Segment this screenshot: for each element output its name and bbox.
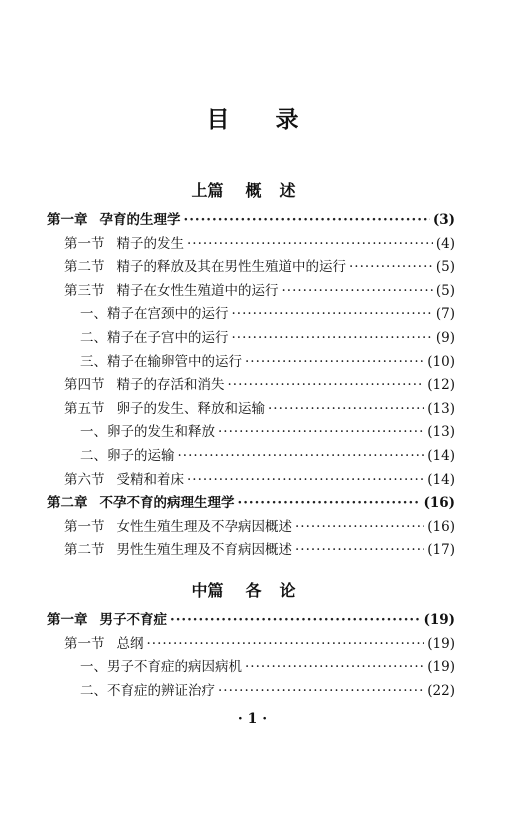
toc-entry-section[interactable]	[64, 257, 455, 277]
dot-leader	[232, 304, 433, 324]
toc-entry-title: 女性生殖生理及不孕病因概述	[116, 518, 292, 535]
toc-entry-subsection[interactable]	[80, 352, 455, 372]
toc-entry-subsection[interactable]	[80, 422, 455, 442]
toc-entry-title: 卵子的运输	[107, 448, 175, 464]
part-label: 中篇	[191, 581, 224, 600]
toc-entry-subsection[interactable]	[80, 657, 455, 677]
toc-entry-title: 总纲	[116, 635, 144, 652]
part-heading-middle	[0, 578, 505, 601]
toc-entry-page-number: (17)	[427, 542, 455, 559]
dot-leader	[245, 657, 424, 677]
toc-entry-page-number: (22)	[427, 682, 455, 699]
part-label: 上篇	[191, 181, 224, 200]
toc-entry-title: 精子的存活和消失	[116, 377, 225, 394]
toc-entry-chapter[interactable]	[47, 610, 455, 630]
dot-leader	[268, 399, 424, 419]
toc-entry-label: 三、	[80, 353, 107, 370]
dot-leader	[187, 234, 433, 254]
dot-leader	[245, 352, 424, 372]
dot-leader	[238, 493, 421, 513]
toc-entry-label: 二、	[80, 330, 107, 346]
toc-entry-section[interactable]	[64, 540, 455, 560]
part-heading-upper	[0, 178, 505, 201]
toc-entry-label: 二、	[80, 448, 107, 464]
toc-entry-title: 精子的释放及其在男性生殖道中的运行	[116, 259, 346, 276]
toc-entry-section[interactable]	[64, 281, 455, 301]
toc-entry-title: 孕育的生理学	[99, 212, 181, 228]
toc-entry-section[interactable]	[64, 399, 455, 419]
toc-entry-section[interactable]	[64, 375, 455, 395]
toc-entry-page-number: (14)	[427, 471, 455, 488]
toc-entry-page-number: (5)	[435, 282, 455, 299]
toc-entry-title: 精子在女性生殖道中的运行	[116, 282, 279, 299]
toc-entry-label: 第一章	[47, 212, 88, 228]
dot-leader	[184, 210, 430, 230]
toc-entry-label: 第五节	[64, 400, 105, 417]
toc-entry-page-number: (4)	[435, 235, 455, 252]
toc-entry-page-number: (7)	[435, 306, 455, 323]
toc-entry-subsection[interactable]	[80, 304, 455, 324]
dot-leader	[295, 517, 424, 537]
toc-entry-label: 第四节	[64, 377, 105, 394]
toc-entry-title: 精子在子宫中的运行	[107, 330, 229, 346]
page-title: 目录	[206, 107, 345, 133]
toc-entry-label: 一、	[80, 424, 107, 441]
dot-leader	[170, 610, 420, 630]
toc-entry-subsection[interactable]	[80, 681, 455, 701]
toc-entry-page-number: (16)	[427, 518, 455, 535]
toc-entry-page-number: (9)	[435, 330, 455, 346]
dot-leader	[232, 328, 433, 348]
toc-entry-title: 精子的发生	[116, 235, 184, 252]
toc-entry-page-number: (13)	[427, 424, 455, 441]
dot-leader	[228, 375, 425, 395]
toc-entry-title: 精子在输卵管中的运行	[107, 353, 242, 370]
page-number-footer: · 1 ·	[237, 711, 268, 727]
toc-entry-page-number: (14)	[427, 448, 455, 464]
toc-entry-title: 不育症的辨证治疗	[107, 682, 215, 699]
dot-leader	[218, 422, 424, 442]
toc-entry-subsection[interactable]	[80, 446, 455, 466]
toc-entry-section[interactable]	[64, 634, 455, 654]
toc-entry-page-number: (19)	[427, 635, 455, 652]
toc-entry-page-number: (12)	[427, 377, 455, 394]
toc-entry-page-number: (5)	[435, 259, 455, 276]
toc-entry-page-number: (10)	[427, 353, 455, 370]
toc-entry-label: 二、	[80, 682, 107, 699]
toc-entry-title: 男子不育症的病因病机	[107, 659, 242, 676]
toc-entry-label: 第一章	[47, 612, 88, 628]
part-subtitle: 各论	[245, 581, 314, 600]
toc-entry-page-number: (19)	[423, 612, 455, 628]
dot-leader	[147, 634, 425, 654]
toc-entry-label: 第二章	[47, 495, 88, 512]
toc-entry-page-number: (13)	[427, 400, 455, 417]
toc-entry-subsection[interactable]	[80, 328, 455, 348]
toc-entry-label: 第一节	[64, 518, 105, 535]
dot-leader	[218, 681, 424, 701]
dot-leader	[178, 446, 425, 466]
dot-leader	[282, 281, 433, 301]
toc-entry-title: 男性生殖生理及不育病因概述	[116, 542, 292, 559]
toc-entry-page-number: (19)	[427, 659, 455, 676]
toc-entry-title: 受精和着床	[116, 471, 184, 488]
toc-entry-label: 一、	[80, 659, 107, 676]
toc-entry-chapter[interactable]	[47, 493, 455, 513]
toc-entry-label: 第二节	[64, 542, 105, 559]
toc-entry-title: 卵子的发生和释放	[107, 424, 215, 441]
toc-entry-page-number: (3)	[432, 212, 455, 228]
toc-entry-section[interactable]	[64, 470, 455, 490]
toc-entry-title: 精子在宫颈中的运行	[107, 306, 229, 323]
toc-entry-label: 第一节	[64, 235, 105, 252]
toc-entry-title: 不孕不育的病理生理学	[99, 495, 235, 512]
toc-entry-label: 第六节	[64, 471, 105, 488]
toc-entry-chapter[interactable]	[47, 210, 455, 230]
toc-entry-title: 卵子的发生、释放和运输	[116, 400, 265, 417]
toc-entry-page-number: (16)	[423, 495, 455, 512]
toc-entry-label: 一、	[80, 306, 107, 323]
toc-entry-title: 男子不育症	[99, 612, 167, 628]
part-subtitle: 概述	[245, 181, 314, 200]
dot-leader	[187, 470, 424, 490]
dot-leader	[295, 540, 424, 560]
dot-leader	[349, 257, 433, 277]
toc-entry-label: 第二节	[64, 259, 105, 276]
toc-entry-section[interactable]	[64, 517, 455, 537]
toc-entry-label: 第一节	[64, 635, 105, 652]
toc-entry-section[interactable]	[64, 234, 455, 254]
toc-entry-label: 第三节	[64, 282, 105, 299]
